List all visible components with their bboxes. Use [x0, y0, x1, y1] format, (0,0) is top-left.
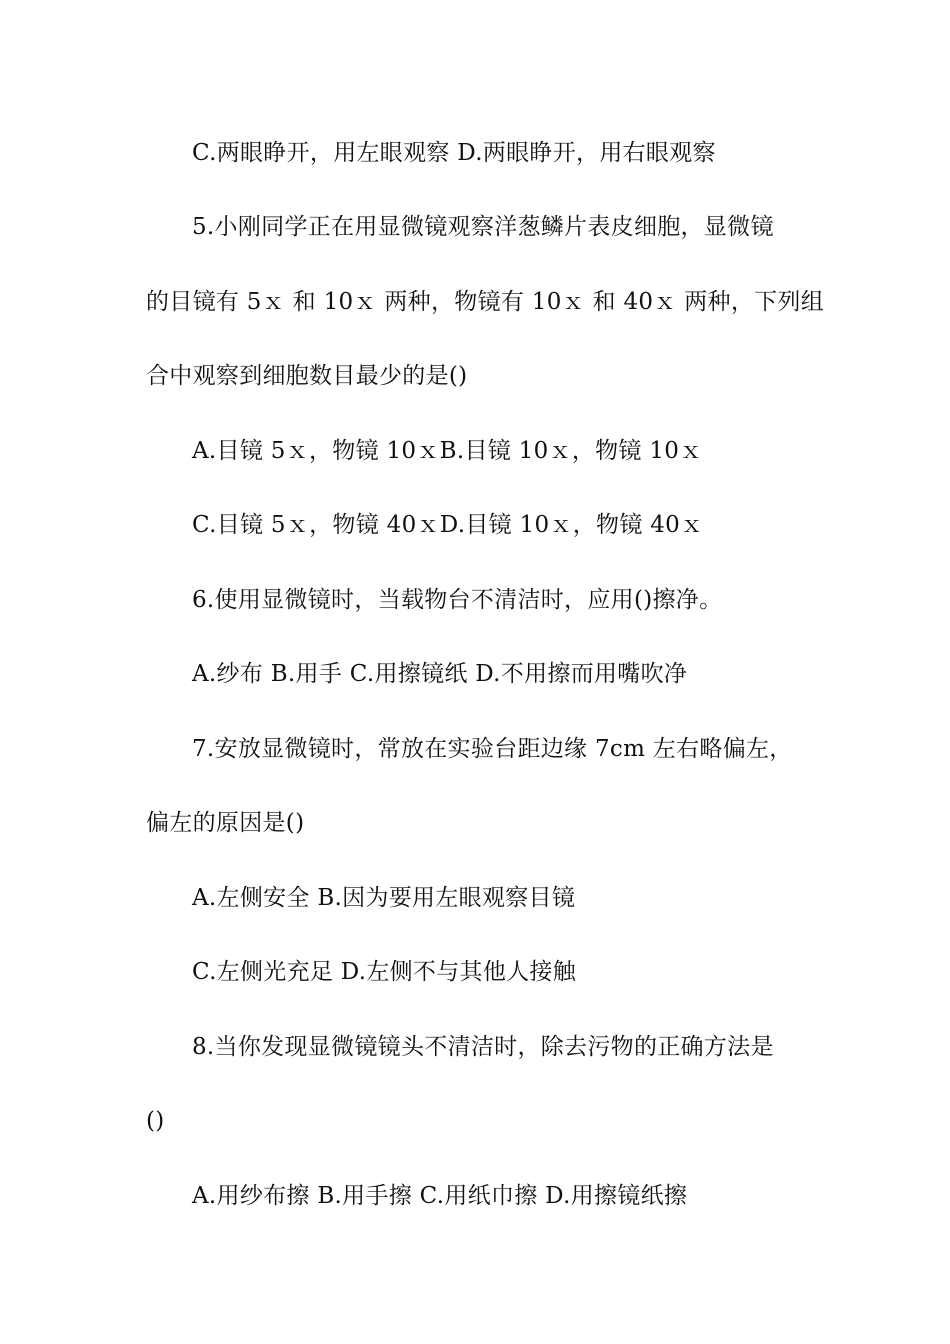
- option-line-q7-cd: C.左侧光充足 D.左侧不与其他人接触: [192, 959, 577, 985]
- question-8-line-1: 8.当你发现显微镜镜头不清洁时，除去污物的正确方法是: [192, 1034, 774, 1060]
- question-6-line-1: 6.使用显微镜时，当载物台不清洁时，应用()擦净。: [192, 587, 723, 613]
- question-5-line-1: 5.小刚同学正在用显微镜观察洋葱鳞片表皮细胞，显微镜: [192, 214, 774, 240]
- question-5-line-2: 的目镜有 5ｘ 和 10ｘ 两种，物镜有 10ｘ 和 40ｘ 两种，下列组: [146, 289, 825, 315]
- option-line-q4-cd: C.两眼睁开，用左眼观察 D.两眼睁开，用右眼观察: [192, 140, 716, 166]
- question-7-line-2: 偏左的原因是(): [146, 810, 305, 836]
- option-line-q6: A.纱布 B.用手 C.用擦镜纸 D.不用擦而用嘴吹净: [192, 661, 688, 687]
- option-line-q8: A.用纱布擦 B.用手擦 C.用纸巾擦 D.用擦镜纸擦: [192, 1183, 688, 1209]
- question-7-line-1: 7.安放显微镜时，常放在实验台距边缘 7cm 左右略偏左，: [192, 736, 793, 762]
- question-5-line-3: 合中观察到细胞数目最少的是(): [146, 363, 468, 389]
- question-8-line-2: (): [146, 1108, 165, 1134]
- option-line-q7-ab: A.左侧安全 B.因为要用左眼观察目镜: [192, 885, 576, 911]
- option-line-q5-cd: C.目镜 5ｘ，物镜 40ｘD.目镜 10ｘ，物镜 40ｘ: [192, 512, 704, 538]
- option-line-q5-ab: A.目镜 5ｘ，物镜 10ｘB.目镜 10ｘ，物镜 10ｘ: [192, 438, 703, 464]
